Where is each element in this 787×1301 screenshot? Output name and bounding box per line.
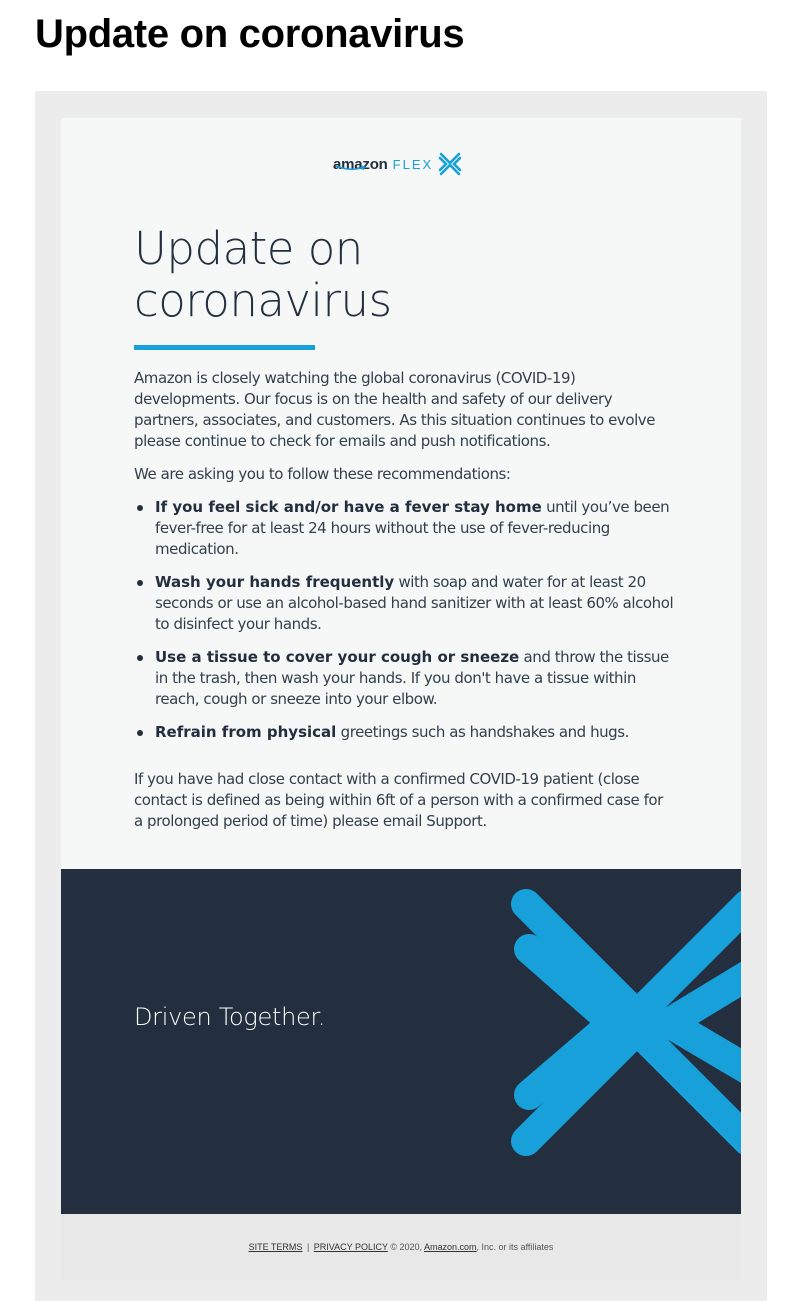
recommendation-text: until you’ve been fever-free for at least 24 hours without the use of fever-reducing medication.	[155, 498, 670, 558]
email-card	[61, 118, 741, 1280]
email-frame	[35, 91, 767, 1301]
footer-suffix: , Inc. or its affiliates	[476, 1242, 554, 1252]
hero-tagline: Driven Together.	[134, 1003, 326, 1031]
bullet-icon	[137, 505, 143, 511]
flex-x-graphic-icon	[491, 877, 741, 1177]
list-item	[134, 497, 674, 560]
bullet-icon	[137, 580, 143, 586]
logo-flex-text: FLEX	[392, 156, 434, 172]
bullet-icon	[137, 730, 143, 736]
recommendation-text: with soap and water for at least 20 seconds or use an alcohol-based hand sanitizer with at least 60% alcohol to disinfect your hands.	[155, 573, 674, 633]
headline-divider	[134, 345, 315, 350]
privacy-policy-link[interactable]: PRIVACY POLICY	[313, 1242, 388, 1252]
footer-copyright: © 2020,	[390, 1242, 422, 1252]
intro-paragraph: Amazon is closely watching the global coronavirus (COVID-19) developments. Our focus is on the health and safety of our delivery partners, associates, and customers. As this situation continues to evolve please continue to check for emails and push notifications.	[134, 369, 655, 450]
email-footer	[61, 1214, 741, 1280]
amazon-smile-icon	[335, 165, 367, 171]
amazon-link[interactable]: Amazon.com	[424, 1242, 477, 1252]
logo-amazon-text: amazon	[333, 155, 388, 173]
recommendation-bold: Wash your hands frequently	[155, 573, 395, 591]
recommendation-bold: Use a tissue to cover your cough or sneeze	[155, 648, 520, 666]
page-title: Update on coronavirus	[35, 12, 465, 56]
recommendation-bold: Refrain from physical	[155, 723, 337, 741]
list-item	[134, 647, 674, 710]
email-headline: Update on coronavirus	[134, 222, 392, 327]
list-item	[134, 572, 674, 635]
contact-paragraph: If you have had close contact with a confirmed COVID-19 patient (close contact is defined as being within 6ft of a person with a confirmed case for a prolonged period of time) please email Support.	[134, 770, 663, 830]
recommendation-text: greetings such as handshakes and hugs.	[336, 723, 629, 741]
site-terms-link[interactable]: SITE TERMS	[248, 1242, 303, 1252]
amazon-flex-logo	[333, 149, 463, 179]
email-body	[134, 368, 674, 844]
hero-banner	[61, 869, 741, 1214]
recommendations-intro: We are asking you to follow these recommendations:	[134, 465, 511, 483]
flex-x-icon	[437, 151, 463, 177]
list-item	[134, 722, 674, 743]
footer-separator: |	[306, 1242, 310, 1252]
bullet-icon	[137, 655, 143, 661]
recommendations-list	[134, 497, 674, 743]
recommendation-bold: If you feel sick and/or have a fever stay home	[155, 498, 542, 516]
recommendation-text: and throw the tissue in the trash, then wash your hands. If you don't have a tissue within reach, cough or sneeze into your elbow.	[155, 648, 669, 708]
